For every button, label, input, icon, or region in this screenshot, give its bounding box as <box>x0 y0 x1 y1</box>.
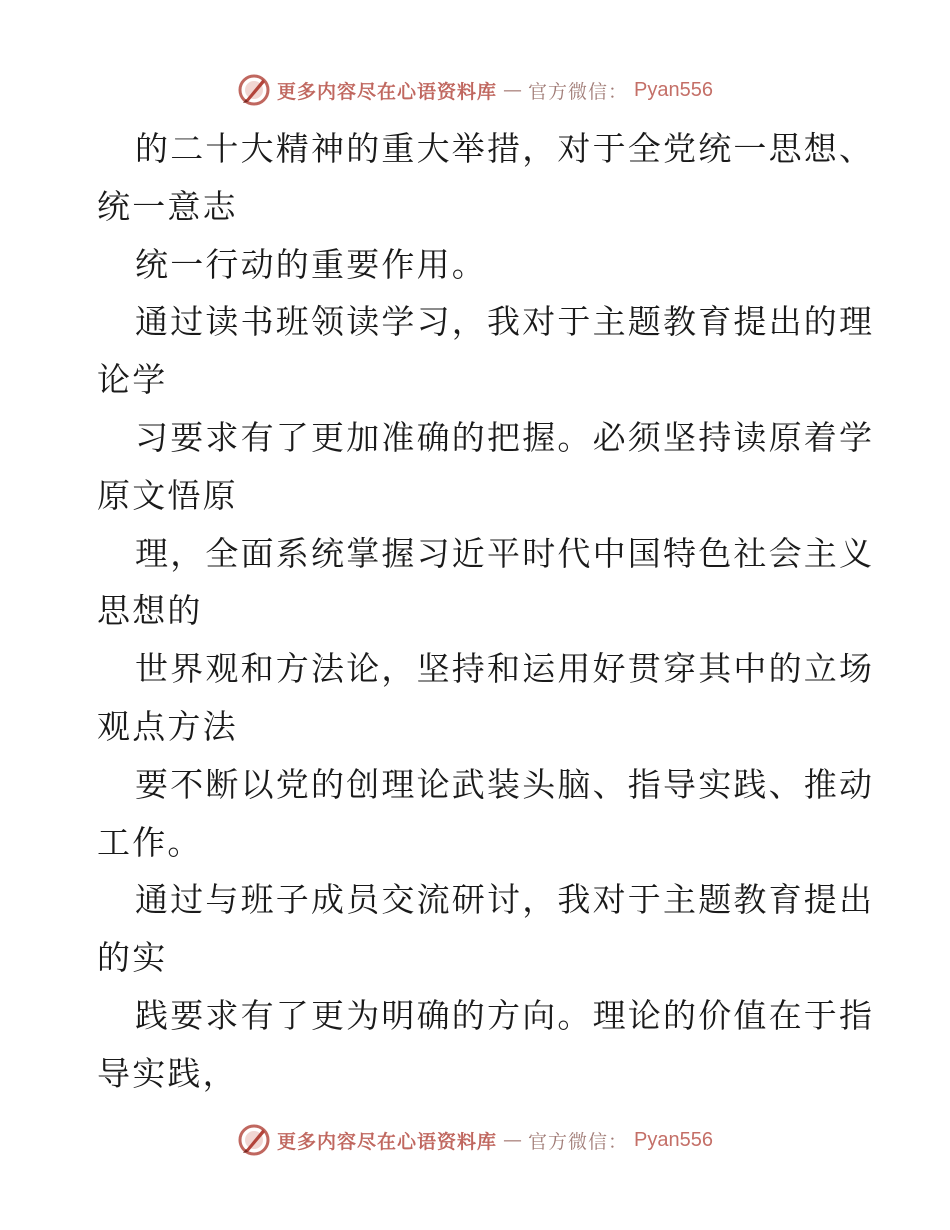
text-line: 思想的 <box>97 591 203 631</box>
watermark-brand: 更多内容尽在心语资料库 <box>277 1130 498 1153</box>
text-line: 的实 <box>97 938 168 978</box>
footer-watermark <box>0 1120 950 1160</box>
text-line: 践要求有了更为明确的方向。理论的价值在于指 <box>135 995 875 1035</box>
text-line: 要不断以党的创理论武装头脑、指导实践、推动 <box>135 764 875 804</box>
document-body <box>97 120 875 1103</box>
text-line: 统一行动的重要作用。 <box>135 244 487 284</box>
text-line: 通过读书班领读学习，我对于主题教育提出的理 <box>135 302 875 342</box>
text-line: 工作。 <box>97 822 203 862</box>
watermark-wechat-label: 官方微信： <box>528 80 629 103</box>
watermark-dash: — <box>503 79 523 101</box>
quill-logo-icon <box>237 73 271 107</box>
text-line: 观点方法 <box>97 706 238 746</box>
text-line: 论学 <box>97 360 168 400</box>
text-line: 导实践， <box>97 1053 238 1093</box>
watermark-dash: — <box>503 1129 523 1151</box>
text-line: 世界观和方法论，坚持和运用好贯穿其中的立场 <box>135 649 875 689</box>
watermark-wechat-id: Pyan556 <box>634 78 713 101</box>
text-line: 理，全面系统掌握习近平时代中国特色社会主义 <box>135 533 875 573</box>
watermark-wechat-id: Pyan556 <box>634 1128 713 1151</box>
text-line: 原文悟原 <box>97 475 238 515</box>
quill-logo-icon <box>237 1123 271 1157</box>
text-line: 的二十大精神的重大举措，对于全党统一思想、 <box>135 129 875 168</box>
text-line: 习要求有了更加准确的把握。必须坚持读原着学 <box>135 417 875 457</box>
watermark-wechat-label: 官方微信： <box>528 1130 629 1153</box>
text-line: 通过与班子成员交流研讨，我对于主题教育提出 <box>135 880 875 920</box>
watermark-brand: 更多内容尽在心语资料库 <box>277 80 498 103</box>
header-watermark <box>0 70 950 110</box>
text-line: 统一意志 <box>97 186 238 226</box>
